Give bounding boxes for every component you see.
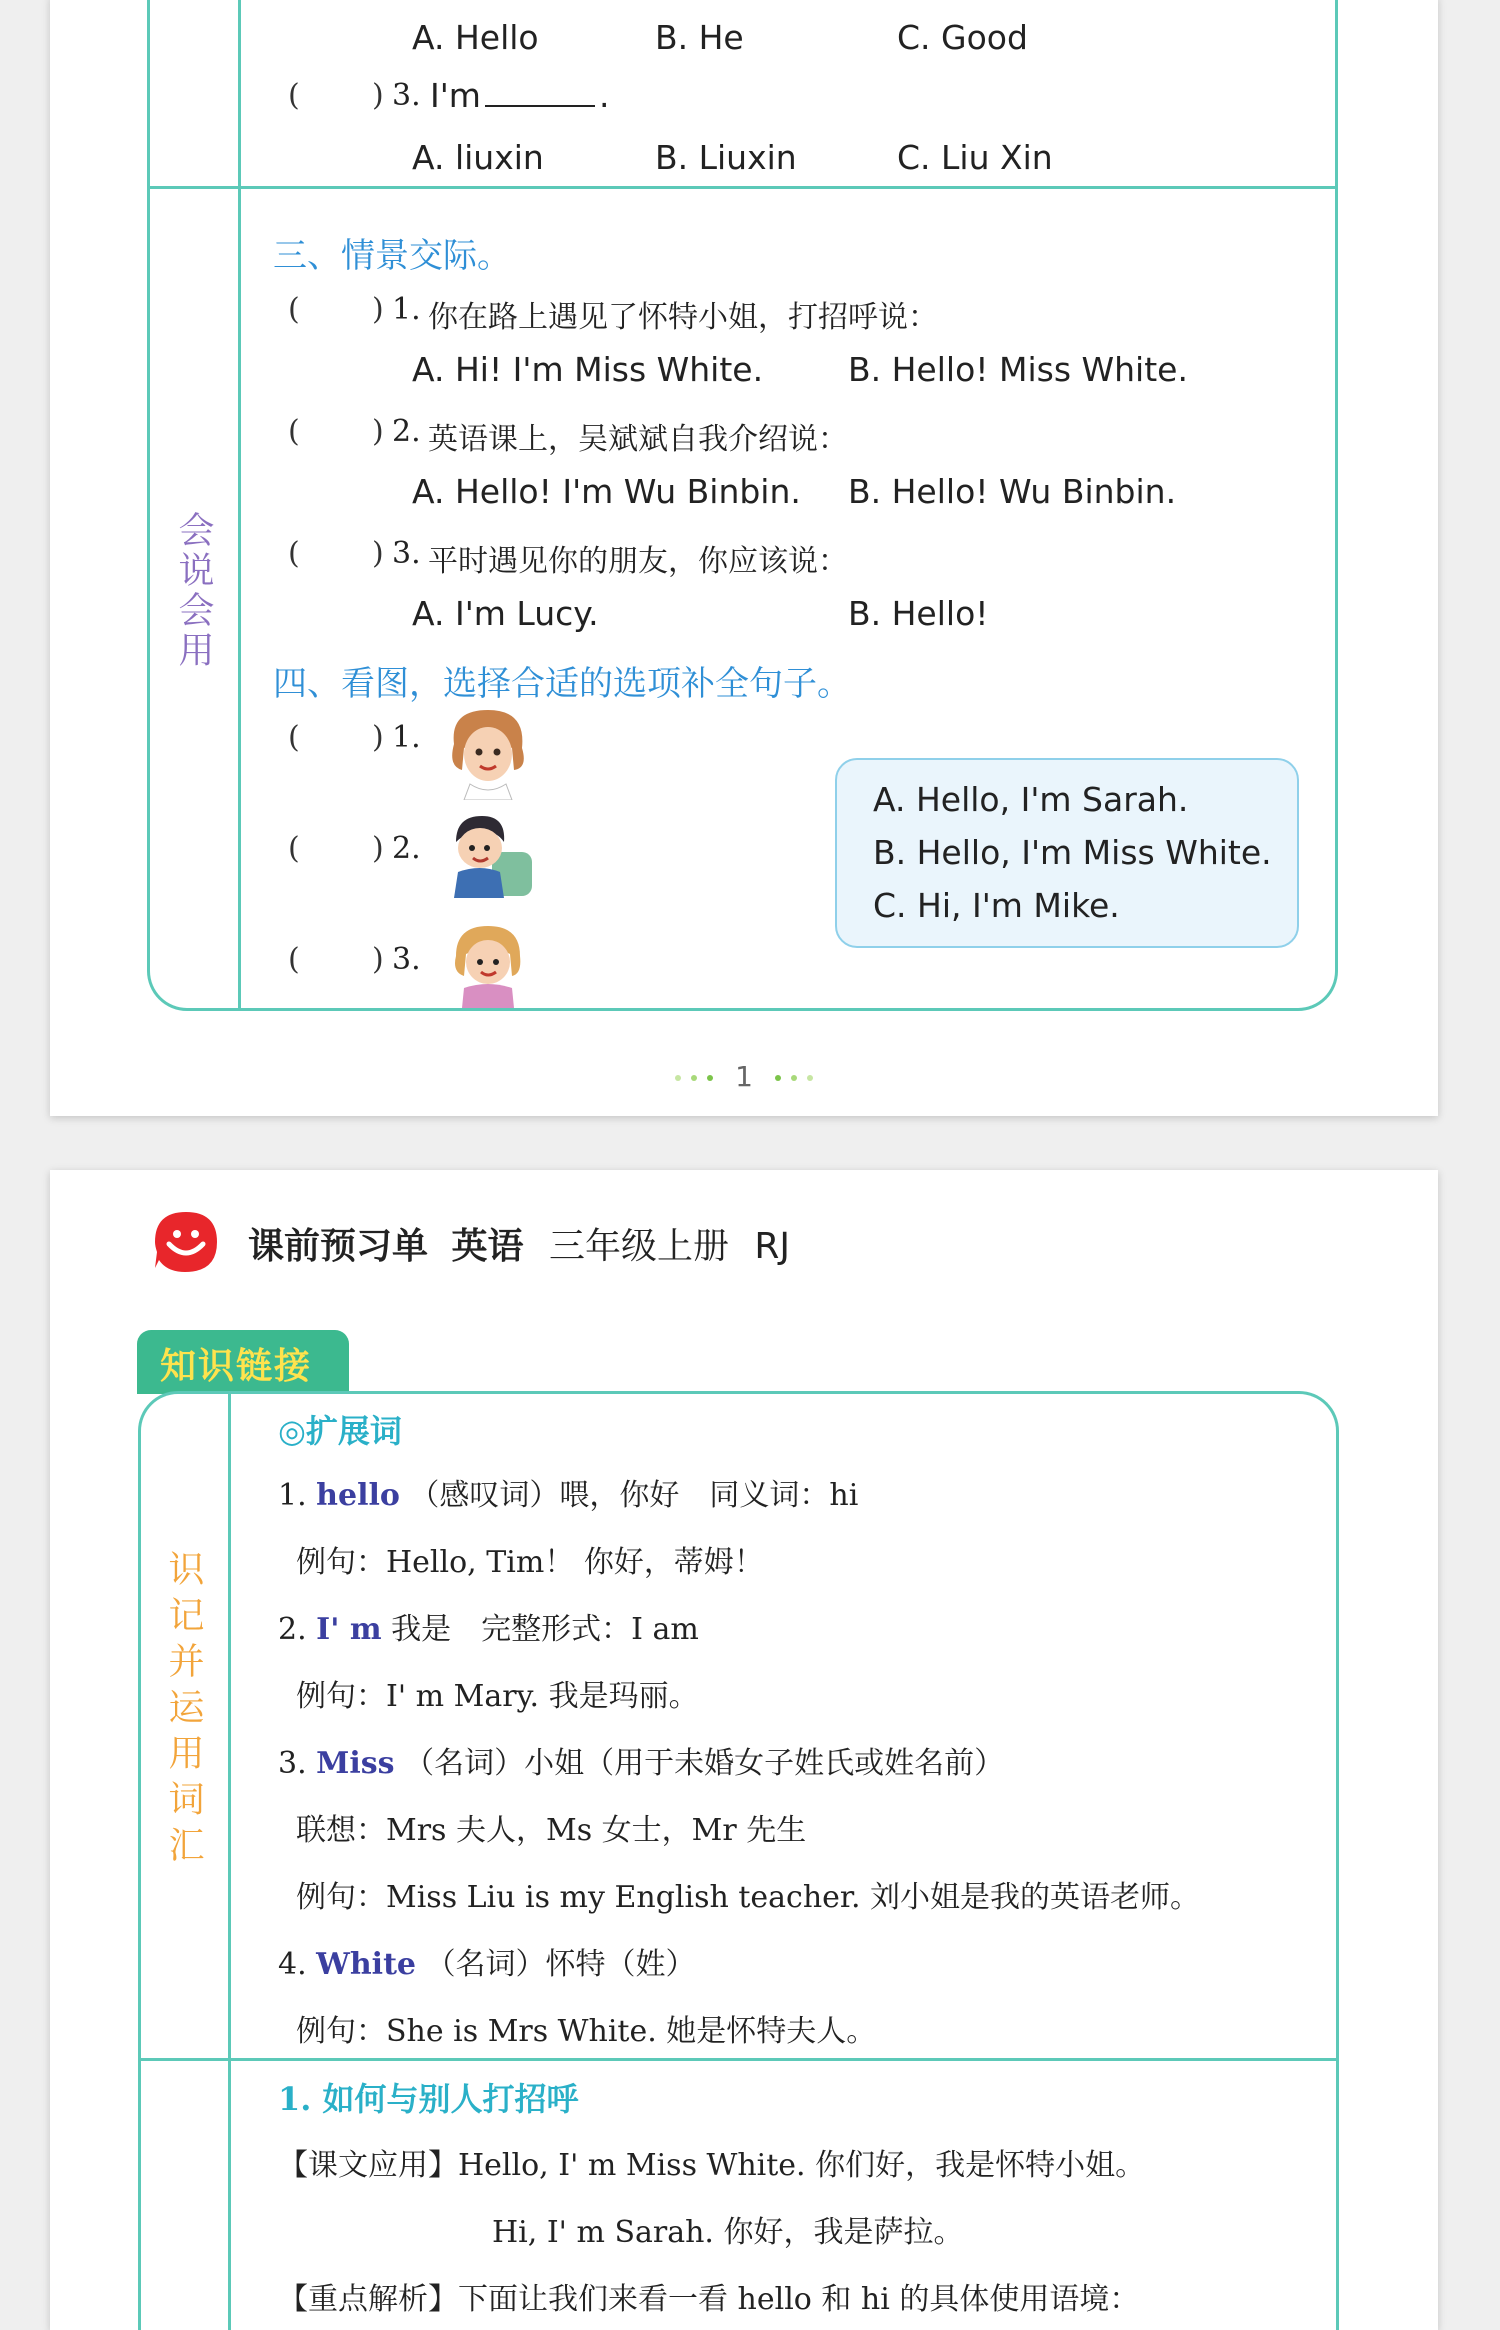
vocab-example-4: 例句：She is Mrs White. 她是怀特夫人。 [296,2014,877,2049]
woman-portrait-icon [442,704,534,800]
vocab-entry-3 [278,1738,1004,1782]
s3q1-number: 1. [392,292,421,327]
row-divider [147,186,1335,189]
header-edition: RJ [754,1226,791,1267]
q3-option-a: A. liuxin [412,138,544,177]
greeting-application-line2: Hi, I' m Sarah. 你好，我是萨拉。 [492,2215,964,2250]
greeting-key-label: 【重点解析】 [278,2282,458,2317]
vocab-entry-4 [278,1939,696,1983]
s3q1-option-b: B. Hello! Miss White. [848,350,1188,389]
vocab-entry-4-rest: （名词）怀特（姓） [425,1947,696,1982]
knowledge-link-tab-label: 知识链接 [160,1346,313,1387]
q3-blank [485,105,595,107]
vocab-heading: ◎扩展词 [278,1412,402,1450]
vocab-entry-3-word: Miss [316,1746,395,1781]
side-label-vocab: 识记并运用词汇 [163,1550,204,1872]
vocab-row-divider [138,2058,1336,2061]
q2-option-a: A. Hello [412,18,539,57]
vocab-entry-2-word: I' m [316,1612,382,1647]
vocab-example-2: 例句：I' m Mary. 我是玛丽。 [296,1679,699,1714]
choice-a: A. Hello, I'm Sarah. [873,780,1189,819]
q3-option-b: B. Liuxin [655,138,797,177]
q3-answer-paren-left[interactable]: ( [288,78,300,113]
vocab-entry-3-rest: （名词）小姐（用于未婚女子姓氏或姓名前） [404,1746,1005,1781]
greeting-application-label: 【课文应用】 [278,2148,458,2183]
header-title-bold: 课前预习单 [248,1226,429,1267]
s3q2-text: 英语课上，吴斌斌自我介绍说： [428,422,848,457]
q3-answer-paren-right: ) [372,78,384,113]
s3q2-option-b: B. Hello! Wu Binbin. [848,472,1177,511]
greeting-key-analysis [278,2274,1139,2318]
greeting-application [278,2140,1145,2184]
vocab-example-3: 例句：Miss Liu is my English teacher. 刘小姐是我的英语老师。 [296,1880,1201,1915]
q2-option-b: B. He [655,18,744,57]
s4q1-paren-right: ) [372,720,384,755]
greeting-key-text: 下面让我们来看一看 hello 和 hi 的具体使用语境： [458,2282,1140,2317]
vocab-entry-1-word: hello [316,1478,400,1513]
s3q2-number: 2. [392,414,421,449]
s3q1-paren-left[interactable]: ( [288,292,300,327]
s3q3-option-b: B. Hello! [848,594,989,633]
side-label-speak: 会说会用 [173,511,214,671]
q2-option-c: C. Good [897,18,1028,57]
page-number: 1 [735,1060,753,1093]
s4q2-paren-left[interactable]: ( [288,831,300,866]
s3q2-paren-left[interactable]: ( [288,414,300,449]
s4q3-number: 3. [392,942,421,977]
vocab-label-divider [228,1394,231,2330]
vocab-example-1: 例句：Hello, Tim！ 你好，蒂姆！ [296,1545,764,1580]
s3q3-paren-right: ) [372,536,384,571]
header-subject: 英语 [451,1226,524,1267]
vocab-entry-4-word: White [316,1947,417,1982]
s3q3-number: 3. [392,536,421,571]
page-number-footer [50,1060,1438,1093]
s3q1-paren-right: ) [372,292,384,327]
section-4-title: 四、看图，选择合适的选项补全句子。 [273,664,851,704]
greeting-application-line1: Hello, I' m Miss White. 你们好，我是怀特小姐。 [458,2148,1146,2183]
s4q2-number: 2. [392,831,421,866]
s3q3-text: 平时遇见你的朋友，你应该说： [428,544,848,579]
s3q1-option-a: A. Hi! I'm Miss White. [412,350,764,389]
q3-stem [430,76,609,115]
choice-b: B. Hello, I'm Miss White. [873,833,1272,872]
vocab-entry-2 [278,1604,699,1648]
section-3-title: 三、情景交际。 [273,236,511,276]
header-grade: 三年级上册 [548,1226,729,1267]
q3-option-c: C. Liu Xin [897,138,1053,177]
s4q2-paren-right: ) [372,831,384,866]
girl-with-ponytail-icon [446,922,530,1008]
s3q2-paren-right: ) [372,414,384,449]
vocab-entry-2-num: 2. [278,1612,307,1647]
vocab-entry-3-num: 3. [278,1746,307,1781]
label-column-divider [238,0,241,1011]
q3-number: 3. [392,78,421,113]
s4q1-paren-left[interactable]: ( [288,720,300,755]
q3-stem-before: I'm [430,76,481,115]
vocab-association-3: 联想：Mrs 夫人，Ms 女士，Mr 先生 [296,1813,807,1848]
q3-stem-after: . [598,76,610,115]
page-2 [50,1170,1438,2330]
choice-c: C. Hi, I'm Mike. [873,886,1120,925]
vocab-frame [138,1391,1339,2330]
page-1 [50,0,1438,1116]
vocab-entry-4-num: 4. [278,1947,307,1982]
s4q3-paren-right: ) [372,942,384,977]
vocab-entry-1-num: 1. [278,1478,307,1513]
s4q1-number: 1. [392,720,421,755]
s3q3-paren-left[interactable]: ( [288,536,300,571]
smiley-logo-icon [153,1210,219,1276]
vocab-entry-1-rest: （感叹词）喂，你好 同义词：hi [409,1478,859,1513]
boy-with-backpack-icon [442,812,538,898]
s3q3-option-a: A. I'm Lucy. [412,594,599,633]
s4q3-paren-left[interactable]: ( [288,942,300,977]
vocab-entry-1 [278,1470,858,1514]
header-title [248,1218,790,1269]
vocab-entry-2-rest: 我是 完整形式：I am [391,1612,699,1647]
s3q1-text: 你在路上遇见了怀特小姐，打招呼说： [428,300,938,335]
greeting-heading: 1. 如何与别人打招呼 [278,2080,579,2118]
s3q2-option-a: A. Hello! I'm Wu Binbin. [412,472,801,511]
